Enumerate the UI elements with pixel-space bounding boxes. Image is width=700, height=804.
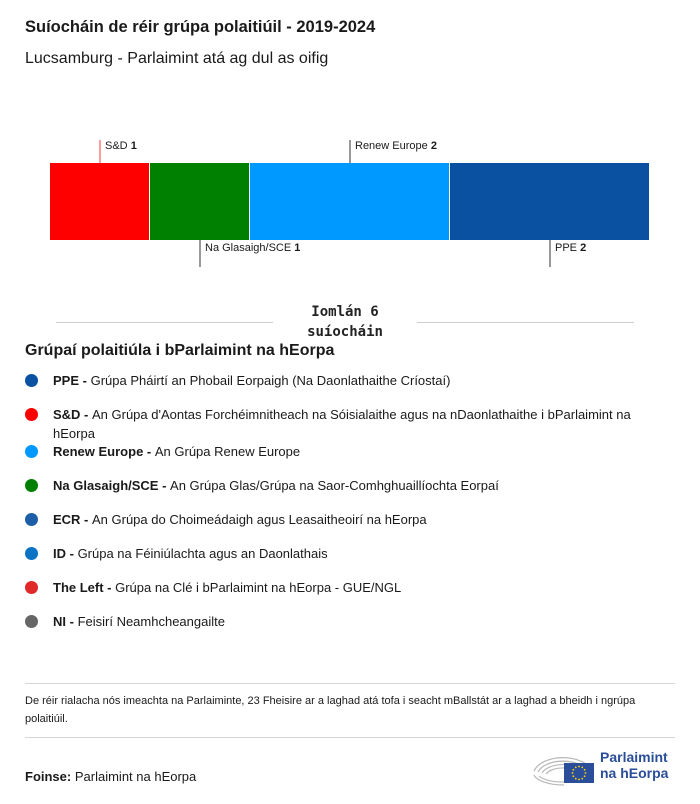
bar-label: S&D 1 <box>105 140 137 152</box>
stacked-bar-chart <box>0 130 700 280</box>
logo-line-2: na hEorpa <box>600 765 669 781</box>
bar-label: Na Glasaigh/SCE 1 <box>205 242 301 254</box>
legend-description: Grúpa na Clé i bParlaimint na hEorpa - GUE/NGL <box>115 580 402 595</box>
legend-abbr: Na Glasaigh/SCE - <box>53 478 171 493</box>
legend-abbr: S&D - <box>53 407 92 422</box>
source-label: Foinse: <box>25 769 72 784</box>
legend-item <box>25 371 675 390</box>
bar-label: PPE 2 <box>555 242 587 254</box>
bar-segment <box>450 163 649 240</box>
legend-swatch <box>25 615 38 628</box>
legend-swatch <box>25 408 38 421</box>
legend-item <box>25 612 675 631</box>
legend-abbr: ID - <box>53 546 78 561</box>
legend-item <box>25 442 675 461</box>
bar-segment <box>150 163 249 240</box>
source <box>25 769 196 784</box>
chart-title: Suíocháin de réir grúpa polaitiúil - 2019-2024 <box>25 18 376 36</box>
legend-description: Grúpa Pháirtí an Phobail Eorpaigh (Na Daonlathaithe Críostaí) <box>90 373 451 388</box>
footnote: De réir rialacha nós imeachta na Parlaiminte, 23 Fheisire ar a laghad atá tofa i seacht mBallstát ar a laghad a bheidh i ngrúpa polaitiúil. <box>25 695 636 725</box>
divider <box>25 683 675 684</box>
legend-swatch <box>25 547 38 560</box>
legend-description: Grúpa na Féiniúlachta agus an Daonlathais <box>77 546 328 561</box>
legend-item <box>25 578 675 597</box>
total-seats-label <box>273 302 417 342</box>
logo-text <box>600 749 668 781</box>
legend-description: An Grúpa Renew Europe <box>154 444 301 459</box>
parliament-emblem-icon <box>530 745 596 789</box>
legend-abbr: NI - <box>53 614 78 629</box>
logo-line-1: Parlaimint <box>600 749 668 765</box>
legend-item <box>25 476 675 495</box>
source-text: Parlaimint na hEorpa <box>74 769 197 784</box>
legend-swatch <box>25 581 38 594</box>
legend-item <box>25 405 675 443</box>
legend-abbr: PPE - <box>53 373 91 388</box>
legend-description: Feisirí Neamhcheangailte <box>77 614 225 629</box>
bar-label: Renew Europe 2 <box>355 140 437 152</box>
total-divider-right <box>417 322 634 323</box>
total-seats-line-1: Iomlán 6 <box>311 304 379 320</box>
bar-segment <box>250 163 449 240</box>
legend-item <box>25 510 675 529</box>
total-divider-left <box>56 322 273 323</box>
total-seats <box>0 300 700 342</box>
bar-segment <box>50 163 149 240</box>
legend-description: An Grúpa Glas/Grúpa na Saor-Comhghuaillíochta Eorpaí <box>170 478 499 493</box>
legend-swatch <box>25 445 38 458</box>
legend-description: An Grúpa do Choimeádaigh agus Leasaitheoirí na hEorpa <box>92 512 427 527</box>
european-parliament-logo <box>530 742 680 792</box>
legend-swatch <box>25 479 38 492</box>
total-seats-line-2: suíocháin <box>307 324 383 340</box>
legend-title: Grúpaí polaitiúla i bParlaimint na hEorpa <box>25 342 335 359</box>
chart-subtitle: Lucsamburg - Parlaimint atá ag dul as oifig <box>25 50 329 67</box>
legend-abbr: ECR - <box>53 512 92 527</box>
divider <box>25 737 675 738</box>
legend-abbr: The Left - <box>53 580 116 595</box>
legend-swatch <box>25 374 38 387</box>
legend-abbr: Renew Europe - <box>53 444 155 459</box>
legend-item <box>25 544 675 563</box>
legend-description: An Grúpa d'Aontas Forchéimnitheach na Sóisialaithe agus na nDaonlathaithe i bParlaimint na hEorpa <box>53 407 631 441</box>
legend-swatch <box>25 513 38 526</box>
